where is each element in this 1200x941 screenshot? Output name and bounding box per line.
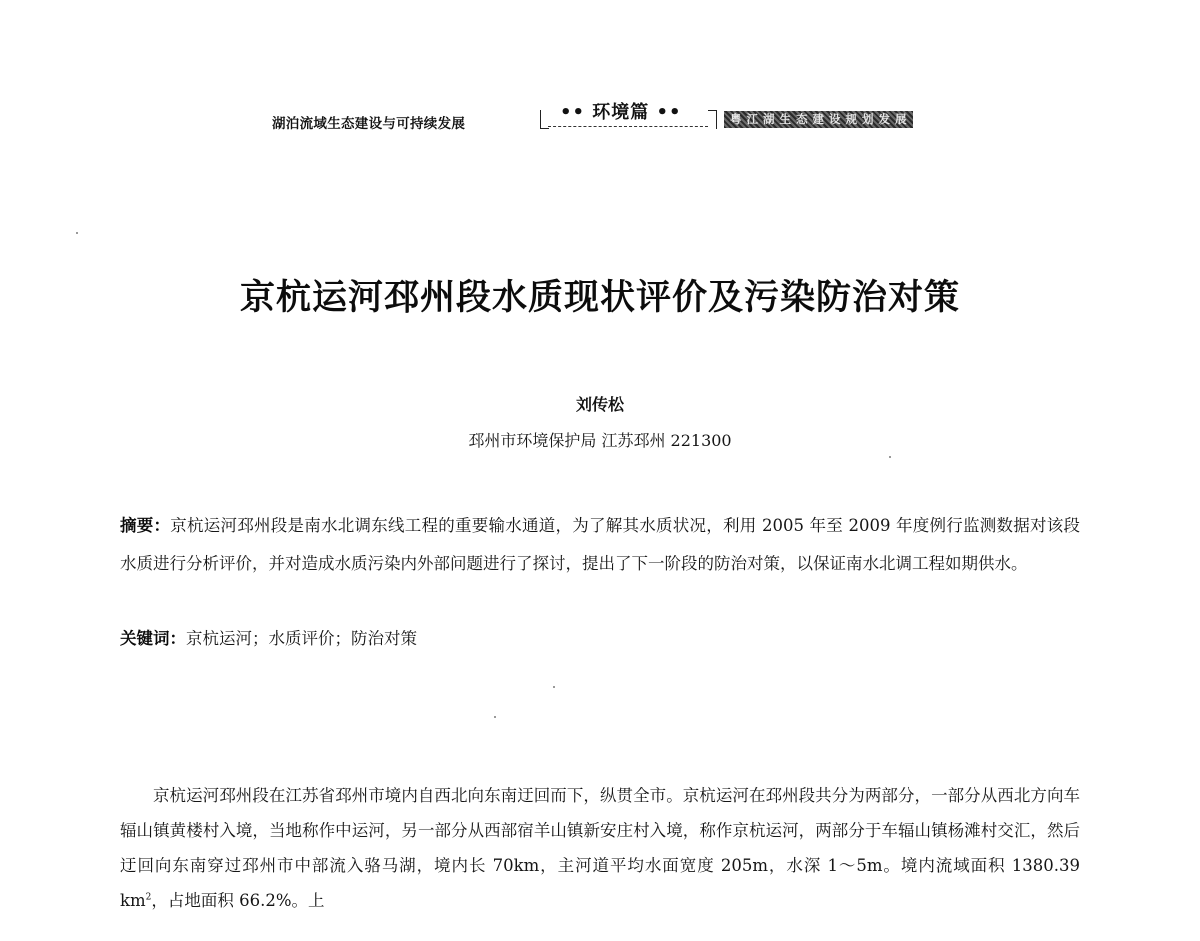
body-text-part-2: ，占地面积 66.2%。上 bbox=[151, 891, 325, 910]
header-series-title: 湖泊流域生态建设与可持续发展 bbox=[272, 116, 466, 132]
author-name: 刘传松 bbox=[575, 395, 624, 414]
abstract-text: 京杭运河邳州段是南水北调东线工程的重要输水通道，为了解其水质状况，利用 2005 年至 2009 年度例行监测数据对该段水质进行分析评价，并对造成水质污染内外部问题进行了探讨，提出了下一阶段的防治对策，以保证南水北调工程如期供水。 bbox=[120, 516, 1081, 573]
header-decorative-banner: 粤 江 湖 生 态 建 设 规 划 发 展 bbox=[724, 111, 913, 128]
author-affiliation: 邳州市环境保护局 江苏邳州 221300 bbox=[468, 431, 732, 450]
header-dashed-rule bbox=[548, 126, 708, 127]
scan-speck bbox=[553, 686, 555, 688]
header-section-label: •• 环境篇 •• bbox=[560, 102, 682, 123]
area-unit-superscript: 2 bbox=[145, 892, 152, 903]
abstract bbox=[120, 507, 1080, 583]
keywords bbox=[120, 620, 1080, 658]
keywords-label: 关键词： bbox=[120, 629, 186, 648]
article-title: 京杭运河邳州段水质现状评价及污染防治对策 bbox=[239, 277, 960, 318]
running-header bbox=[272, 96, 952, 140]
scan-speck bbox=[494, 716, 496, 718]
header-bracket-right bbox=[708, 110, 717, 129]
scan-speck bbox=[889, 456, 891, 458]
body-paragraph bbox=[120, 778, 1080, 918]
abstract-label: 摘要： bbox=[120, 516, 171, 535]
body-text-part-1: 京杭运河邳州段在江苏省邳州市境内自西北向东南迂回而下，纵贯全市。京杭运河在邳州段共分为两部分，一部分从西北方向车辐山镇黄楼村入境，当地称作中运河，另一部分从西部宿羊山镇新安庄村入境，称作京杭运河，两部分于车辐山镇杨滩村交汇，然后迂回向东南穿过邳州市中部流入骆马湖，境内长 70km，主河道平均水面宽度 205m，水深 1～5m。境内流域面积 1380.39 km bbox=[120, 786, 1080, 910]
scan-speck bbox=[76, 232, 78, 234]
keywords-text: 京杭运河；水质评价；防治对策 bbox=[186, 629, 417, 648]
